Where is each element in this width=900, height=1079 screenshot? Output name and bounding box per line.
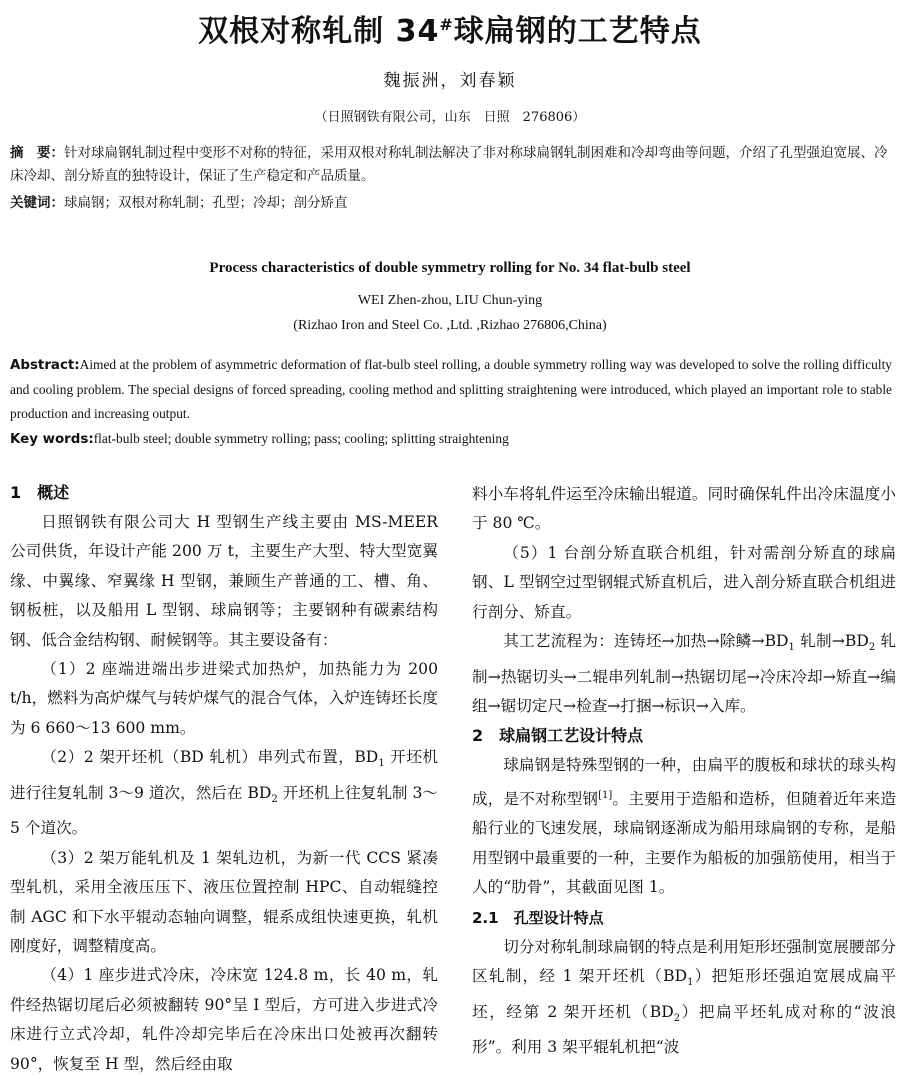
- section-heading-2: 2 球扁钢工艺设计特点: [472, 726, 644, 746]
- affiliation: （日照钢铁有限公司，山东 日照 276806）: [314, 110, 586, 125]
- paragraph: （3）2 架万能轧机及 1 架轧边机，为新一代 CCS 紧凑型轧机，采用全液压压下、液压位置控制 HPC、自动辊缝控制 AGC 和下水平辊动态轴向调整，辊系成组快速更换，轧机刚度好，调整精度高。: [10, 848, 438, 955]
- paragraph: 球扁钢是特殊型钢的一种，由扁平的腹板和球状的球头构成，是不对称型钢[1]。主要用于造船和造桥，但随着近年来造船行业的飞速发展，球扁钢逐渐成为船用球扁钢的专称，是船用型钢中最重要的一种，主要作为船板的加强筋使用，相当于人的“肋骨”，其截面见图 1。: [472, 756, 896, 897]
- paragraph: 料小车将轧件运至冷床输出辊道。同时确保轧件出冷床温度小于 80 ℃。: [472, 485, 896, 533]
- paragraph: （2）2 架开坯机（BD 轧机）串列式布置，$BD_1$ 开坯机进行往复轧制 3～9 道次，然后在 $BD_2$ 开坯机上往复轧制 3～5 个道次。: [10, 748, 438, 838]
- abstract-cn: 摘 要：针对球扁钢轧制过程中变形不对称的特征，采用双根对称轧制法解决了非对称球扁钢轧制困难和冷却弯曲等问题，介绍了孔型强迫宽展、冷床冷却、剖分矫直的独特设计，保证了生产稳定和产品质量。: [10, 145, 888, 184]
- left-column: [10, 478, 438, 1079]
- paragraph: 切分对称轧制球扁钢的特点是利用矩形坯强制宽展腰部分区轧制，经 1 架开坯机$(BD_1)$把矩形坯强迫宽展成扁平坯，经第 2 架开坯机$(BD_2)$把扁平坯轧成对称的“波浪形”。利用 3 架平辊轧机把“波: [472, 937, 896, 1057]
- paragraph: 其工艺流程为：连铸坯→加热→除鳞$\to BD_1$ 轧制$\to BD_2$ 轧制→热锯切头→二辊串列轧制→热锯切尾→冷床冷却→矫直→编组→锯切定尺→检查→打捆→标识→入库。: [472, 632, 896, 715]
- right-column: [472, 480, 896, 1062]
- paper-title: 双根对称轧制 34#球扁钢的工艺特点: [198, 14, 702, 49]
- english-authors: WEI Zhen-zhou, LIU Chun-ying: [357, 293, 543, 308]
- section-heading-1: 1 概述: [10, 483, 70, 502]
- english-title: Process characteristics of double symmetry rolling for No. 34 flat-bulb steel: [209, 260, 691, 276]
- paragraph: （1）2 座端进端出步进梁式加热炉，加热能力为 200 t/h，燃料为高炉煤气与转炉煤气的混合气体，入炉连铸坯长度为 6 660～13 600 mm。: [10, 660, 438, 737]
- authors: 魏振洲，刘春颖: [383, 71, 517, 91]
- keywords-cn: 关键词：球扁钢；双根对称轧制；孔型；冷却；剖分矫直: [10, 195, 348, 211]
- citation-link[interactable]: [1]: [598, 789, 613, 801]
- abstract-en: Abstract:Aimed at the problem of asymmetric deformation of flat-bulb steel rolling, a double symmetry rolling way was developed to solve the rolling difficulty and cooling problem. The special designs of forced spreading, cooling method and splitting straightening were introduced, which played an important role to stable production and increasing output.: [10, 357, 892, 421]
- paragraph: （5）1 台剖分矫直联合机组，针对需剖分矫直的球扁钢、L 型钢空过型钢辊式矫直机后，进入剖分矫直联合机组进行剖分、矫直。: [472, 543, 896, 621]
- paragraph: 日照钢铁有限公司大 H 型钢生产线主要由 MS-MEER 公司供货，年设计产能 200 万 t，主要生产大型、特大型宽翼缘、中翼缘、窄翼缘 H 型钢，兼顾生产普通的工、槽、角、钢板桩，以及船用 L 型钢、球扁钢等；主要钢种有碳素结构钢、低合金结构钢、耐候钢等。其主要设备有：: [10, 513, 438, 649]
- english-affiliation: (Rizhao Iron and Steel Co. ,Ltd. ,Rizhao 276806,China): [293, 318, 607, 333]
- subsection-heading-2-1: 2.1 孔型设计特点: [472, 908, 604, 927]
- paragraph: （4）1 座步进式冷床，冷床宽 124.8 m，长 40 m，轧件经热锯切尾后必须被翻转 90°呈 I 型后，方可进入步进式冷床进行立式冷却，轧件冷却完毕后在冷床出口处被再次翻转 90°，恢复至 H 型，然后经由取: [10, 966, 438, 1073]
- keywords-en: Key words:flat-bulb steel; double symmetry rolling; pass; cooling; splitting straightening: [10, 431, 509, 447]
